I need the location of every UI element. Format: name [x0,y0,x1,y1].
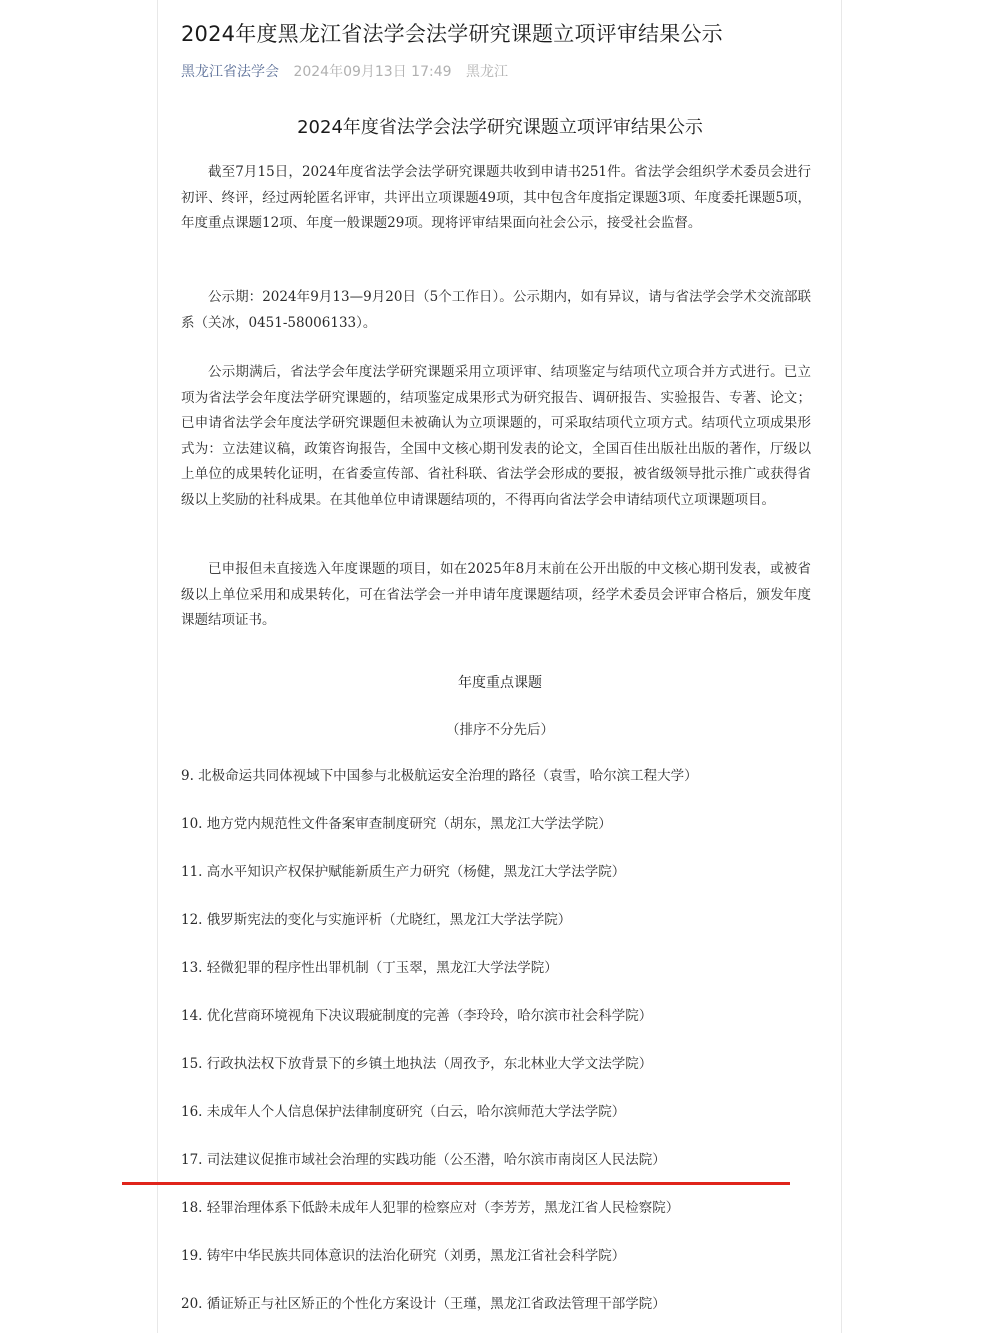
topic-item: 18. 轻罪治理体系下低龄未成年人犯罪的检察应对（李芳芳，黑龙江省人民检察院） [181,1200,680,1216]
section-heading: 年度重点课题 [458,675,542,691]
highlight-underline [122,1182,790,1185]
paragraph-intro: 截至7月15日，2024年度省法学会法学研究课题共收到申请书251件。省法学会组织学术委员会进行初评、终评，经过两轮匿名评审，共评出立项课题49项，其中包含年度指定课题3项、年度委托课题5项，年度重点课题12项、年度一般课题29项。现将评审结果面向社会公示，接受社会监督。 [181,164,811,231]
topic-item: 20. 循证矫正与社区矫正的个性化方案设计（王瑾，黑龙江省政法管理干部学院） [181,1296,666,1312]
paragraph-publicity-period: 公示期：2024年9月13—9月20日（5个工作日）。公示期内，如有异议，请与省法学会学术交流部联系（关冰，0451-58006133）。 [181,289,811,331]
topic-item: 19. 铸牢中华民族共同体意识的法治化研究（刘勇，黑龙江省社会科学院） [181,1248,626,1264]
topic-item: 10. 地方党内规范性文件备案审查制度研究（胡东，黑龙江大学法学院） [181,816,612,832]
page-border-right [841,0,842,1333]
author-link[interactable]: 黑龙江省法学会 [181,64,279,80]
topic-item: 13. 轻微犯罪的程序性出罪机制（丁玉翠，黑龙江大学法学院） [181,960,558,976]
paragraph-unselected-projects: 已申报但未直接选入年度课题的项目，如在2025年8月末前在公开出版的中文核心期刊发表，或被省级以上单位采用和成果转化，可在省法学会一并申请年度课题结项，经学术委员会评审合格后，颁发年度课题结项证书。 [181,561,811,628]
topic-item: 9. 北极命运共同体视域下中国参与北极航运安全治理的路径（袁雪，哈尔滨工程大学） [181,768,698,784]
paragraph-completion-rules: 公示期满后，省法学会年度法学研究课题采用立项评审、结项鉴定与结项代立项合并方式进行。已立项为省法学会年度法学研究课题的，结项鉴定成果形式为研究报告、调研报告、实验报告、专著、论文；已申请省法学会年度法学研究课题但未被确认为立项课题的，可采取结项代立项方式。结项代立项成果形式为：立法建议稿，政策咨询报告，全国中文核心期刊发表的论文，全国百佳出版社出版的著作，厅级以上单位的成果转化证明，在省委宣传部、省社科联、省法学会形成的要报，被省级领导批示推广或获得省级以上奖励的社科成果。在其他单位申请课题结项的，不得再向省法学会申请结项代立项课题项目。 [181,364,811,508]
publish-date: 2024年09月13日 17:49 [293,64,452,80]
topic-item: 15. 行政执法权下放背景下的乡镇土地执法（周孜予，东北林业大学文法学院） [181,1056,653,1072]
article-title: 2024年度黑龙江省法学会法学研究课题立项评审结果公示 [181,22,723,46]
topic-list [181,764,698,1340]
document-title: 2024年度省法学会法学研究课题立项评审结果公示 [297,117,703,138]
article-meta [181,61,508,81]
topic-item: 11. 高水平知识产权保护赋能新质生产力研究（杨健，黑龙江大学法学院） [181,864,626,880]
section-note: （排序不分先后） [446,722,554,738]
topic-item: 16. 未成年人个人信息保护法律制度研究（白云，哈尔滨师范大学法学院） [181,1104,626,1120]
topic-item: 12. 俄罗斯宪法的变化与实施评析（尤晓红，黑龙江大学法学院） [181,912,572,928]
topic-item: 17. 司法建议促推市域社会治理的实践功能（公丕潜，哈尔滨市南岗区人民法院） [181,1152,666,1168]
publish-location: 黑龙江 [465,64,508,80]
page-border-left [157,0,158,1333]
topic-item: 14. 优化营商环境视角下决议瑕疵制度的完善（李玲玲，哈尔滨市社会科学院） [181,1008,653,1024]
